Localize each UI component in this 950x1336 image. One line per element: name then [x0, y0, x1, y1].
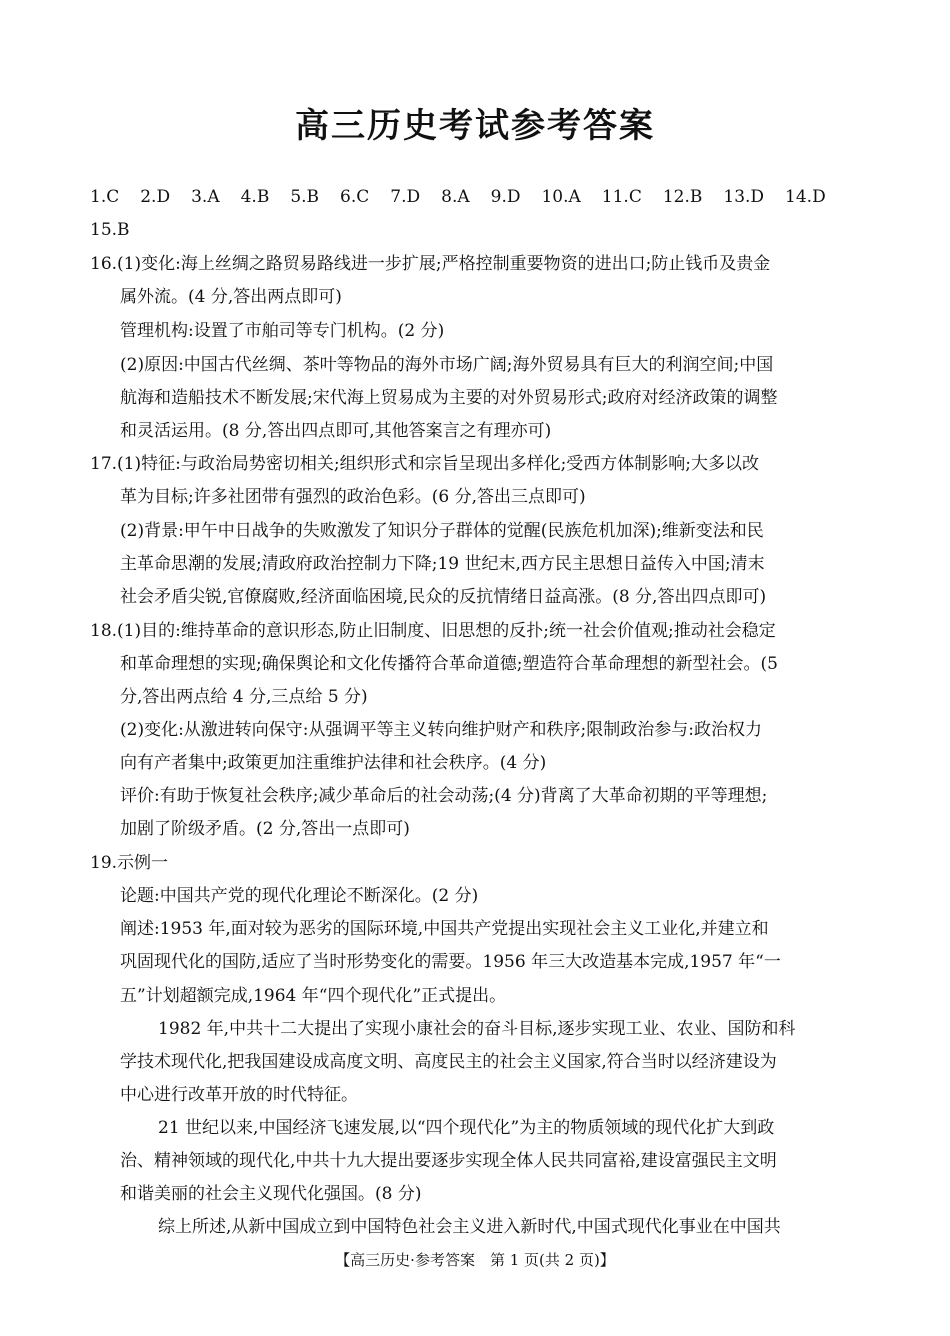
answer-line: 属外流。(4 分,答出两点即可) — [120, 287, 342, 307]
page-title: 高三历史考试参考答案 — [295, 106, 655, 146]
mc-answer-row — [90, 219, 130, 241]
mc-answer: 2.D — [140, 187, 171, 207]
answer-line: 学技术现代化,把我国建设成高度文明、高度民主的社会主义国家,符合当时以经济建设为 — [120, 1052, 777, 1072]
answer-line: 1982 年,中共十二大提出了实现小康社会的奋斗目标,逐步实现工业、农业、国防和科 — [158, 1019, 796, 1039]
answer-line: 五”计划超额完成,1964 年“四个现代化”正式提出。 — [120, 986, 507, 1006]
answer-line: (2)原因:中国古代丝绸、茶叶等物品的海外市场广阔;海外贸易具有巨大的利润空间;中国 — [120, 355, 774, 375]
answer-line: 向有产者集中;政策更加注重维护法律和社会秩序。(4 分) — [120, 753, 547, 773]
answer-line: 21 世纪以来,中国经济飞速发展,以“四个现代化”为主的物质领域的现代化扩大到政 — [158, 1118, 775, 1138]
mc-answer-row — [90, 186, 847, 208]
page-footer: 【高三历史·参考答案 第 1 页(共 2 页)】 — [335, 1251, 615, 1269]
answer-line: 治、精神领域的现代化,中共十九大提出要逐步实现全体人民共同富裕,建设富强民主文明 — [120, 1151, 777, 1171]
answer-line: (2)变化:从激进转向保守:从强调平等主义转向维护财产和秩序;限制政治参与:政治权力 — [120, 720, 762, 740]
answer-line: 和革命理想的实现;确保舆论和文化传播符合革命道德;塑造符合革命理想的新型社会。(5 — [120, 654, 778, 674]
answer-line: 评价:有助于恢复社会秩序;减少革命后的社会动荡;(4 分)背离了大革命初期的平等理想; — [120, 786, 768, 806]
answer-line: 和灵活运用。(8 分,答出四点即可,其他答案言之有理亦可) — [120, 421, 552, 441]
mc-answer: 1.C — [90, 187, 120, 207]
answer-line: 19.示例一 — [90, 853, 169, 873]
answer-line: 阐述:1953 年,面对较为恶劣的国际环境,中国共产党提出实现社会主义工业化,并建立和 — [120, 919, 769, 939]
mc-answer: 15.B — [90, 220, 130, 240]
answer-line: (2)背景:甲午中日战争的失败激发了知识分子群体的觉醒(民族危机加深);维新变法和民 — [120, 521, 764, 541]
answer-line: 18.(1)目的:维持革命的意识形态,防止旧制度、旧思想的反扑;统一社会价值观;推动社会稳定 — [90, 621, 776, 641]
answer-line: 和谐美丽的社会主义现代化强国。(8 分) — [120, 1184, 422, 1204]
mc-answer: 4.B — [240, 187, 270, 207]
answer-line: 管理机构:设置了市舶司等专门机构。(2 分) — [120, 321, 445, 341]
answer-line: 加剧了阶级矛盾。(2 分,答出一点即可) — [120, 819, 410, 839]
mc-answer: 5.B — [290, 187, 320, 207]
mc-answer: 7.D — [390, 187, 421, 207]
answer-line: 16.(1)变化:海上丝绸之路贸易路线进一步扩展;严格控制重要物资的进出口;防止钱币及贵金 — [90, 254, 771, 274]
answer-line: 论题:中国共产党的现代化理论不断深化。(2 分) — [120, 886, 479, 906]
mc-answer: 14.D — [785, 187, 826, 207]
mc-answer: 3.A — [191, 187, 220, 207]
answer-line: 中心进行改革开放的时代特征。 — [120, 1085, 358, 1105]
answer-line: 主革命思潮的发展;清政府政治控制力下降;19 世纪末,西方民主思想日益传入中国;清末 — [120, 554, 765, 574]
answer-line: 分,答出两点给 4 分,三点给 5 分) — [120, 687, 368, 707]
mc-answer: 8.A — [441, 187, 470, 207]
mc-answer: 11.C — [601, 187, 642, 207]
answer-line: 17.(1)特征:与政治局势密切相关;组织形式和宗旨呈现出多样化;受西方体制影响;大多以改 — [90, 454, 760, 474]
mc-answer: 9.D — [490, 187, 521, 207]
mc-answer: 13.D — [723, 187, 765, 207]
answer-line: 综上所述,从新中国成立到中国特色社会主义进入新时代,中国式现代化事业在中国共 — [158, 1217, 781, 1237]
mc-answer: 10.A — [541, 187, 581, 207]
mc-answer: 12.B — [662, 187, 703, 207]
answer-line: 社会矛盾尖锐,官僚腐败,经济面临困境,民众的反抗情绪日益高涨。(8 分,答出四点即可) — [120, 587, 767, 607]
answer-line: 航海和造船技术不断发展;宋代海上贸易成为主要的对外贸易形式;政府对经济政策的调整 — [120, 388, 778, 408]
mc-answer: 6.C — [340, 187, 370, 207]
answer-line: 革为目标;许多社团带有强烈的政治色彩。(6 分,答出三点即可) — [120, 487, 586, 507]
answer-line: 巩固现代化的国防,适应了当时形势变化的需要。1956 年三大改造基本完成,1957 年“一 — [120, 952, 781, 972]
